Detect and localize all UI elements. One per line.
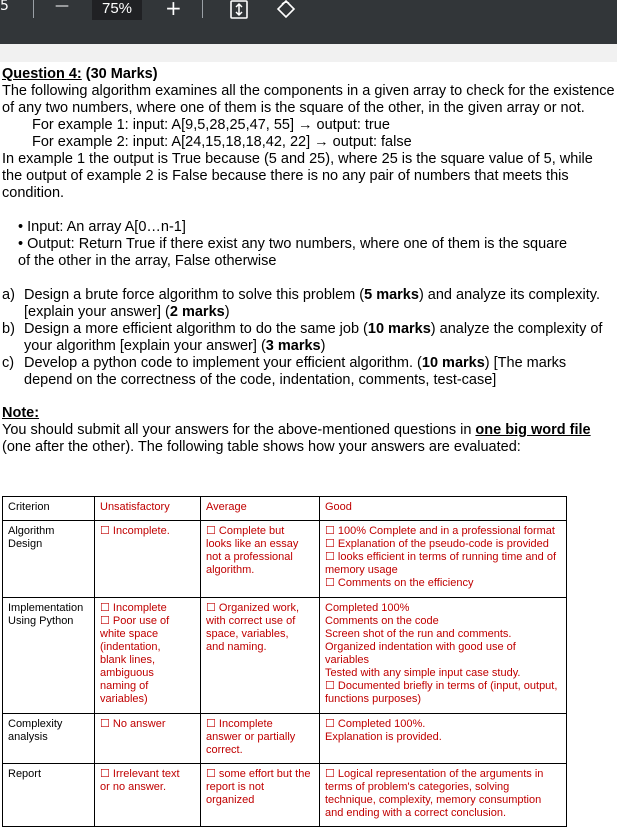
cell-line: ☐ Incomplete <box>206 718 273 730</box>
cell-line: ☐ some effort but the <box>206 768 311 780</box>
note-heading: Note: <box>2 405 40 421</box>
header-unsatisfactory: Unsatisfactory <box>95 497 201 521</box>
cell-unsatisfactory <box>95 764 201 827</box>
output-spec-line2: of the other in the array, False otherwise <box>18 253 277 269</box>
table-row <box>3 521 567 598</box>
cell-line: naming of <box>100 680 149 692</box>
rotate-icon[interactable] <box>275 0 297 24</box>
cell-average <box>201 521 320 598</box>
cell-line: and ending with a correct conclusion. <box>325 807 506 819</box>
rubric-table <box>2 496 567 827</box>
cell-line: memory usage <box>325 564 398 576</box>
task-text: Develop a python code to implement your efficient algorithm. (10 marks) [The marks depend on the correctness of the code, indentation, comments, test-case] <box>24 355 567 388</box>
document-page <box>0 62 617 456</box>
cell-average <box>201 764 320 827</box>
header-average: Average <box>201 497 320 521</box>
cell-line: space, variables, <box>206 628 289 640</box>
task-text: Design a brute force algorithm to solve this problem (5 marks) and analyze its complexity. [explain your answer] (2 marks) <box>24 287 600 320</box>
task-label: c) <box>2 355 15 371</box>
table-row <box>3 764 567 827</box>
cell-line: ☐ 100% Complete and in a professional format <box>325 525 555 537</box>
page-gap <box>0 44 617 62</box>
cell-line: or no answer. <box>100 781 167 793</box>
cell-unsatisfactory <box>95 714 201 764</box>
cell-criterion <box>3 598 95 714</box>
table-header-row <box>3 497 567 521</box>
question-heading <box>0 66 617 83</box>
cell-line: ☐ Explanation of the pseudo-code is provided <box>325 538 549 550</box>
cell-line: blank lines, <box>100 654 156 666</box>
cell-line: report is not <box>206 781 265 793</box>
cell-line: ☐ Completed 100%. <box>325 718 426 730</box>
header-good: Good <box>320 497 567 521</box>
cell-line: ambiguous <box>100 667 154 679</box>
cell-line: functions purposes) <box>325 693 421 705</box>
header-criterion: Criterion <box>3 497 95 521</box>
cell-line: algorithm. <box>206 564 255 576</box>
cell-line: Completed 100% <box>325 602 410 614</box>
cell-line: ☐ Documented briefly in terms of (input, output, <box>325 680 558 692</box>
example-2: For example 2: input: A[24,15,18,18,42, 22] → output: false <box>32 134 412 150</box>
table-row <box>3 598 567 714</box>
note-text: You should submit all your answers for the above-mentioned questions in one big word file (one after the other). The following table shows how your answers are evaluated: <box>2 422 591 455</box>
cell-line: ☐ Organized work, <box>206 602 300 614</box>
task-a <box>0 287 617 321</box>
cell-line: Complexity <box>8 718 63 730</box>
question-marks: (30 Marks) <box>81 66 158 82</box>
cell-line: ☐ No answer <box>100 718 166 730</box>
output-spec-line1: • Output: Return True if there exist any two numbers, where one of them is the square <box>18 236 568 252</box>
cell-line: white space <box>100 628 159 640</box>
cell-good <box>320 521 567 598</box>
cell-average <box>201 714 320 764</box>
cell-line: technique, complexity, memory consumption <box>325 794 542 806</box>
task-label: a) <box>2 287 15 303</box>
zoom-out-button[interactable]: — <box>55 0 69 14</box>
cell-line: not a professional <box>206 551 293 563</box>
input-spec: • Input: An array A[0…n-1] <box>18 219 186 235</box>
cell-unsatisfactory <box>95 598 201 714</box>
cell-line: (indentation, <box>100 641 161 653</box>
cell-line: ☐ Poor use of <box>100 615 170 627</box>
cell-line: Organized indentation with good use of <box>325 641 516 653</box>
cell-line: Explanation is provided. <box>325 731 442 743</box>
cell-unsatisfactory <box>95 521 201 598</box>
cell-line: ☐ Incomplete. <box>100 525 170 537</box>
cell-line: and naming. <box>206 641 267 653</box>
cell-average <box>201 598 320 714</box>
example-explanation: In example 1 the output is True because (5 and 25), where 25 is the square value of 5, while the output of example 2 is False because there is no any pair of numbers that meets this condition. <box>2 151 593 201</box>
cell-good <box>320 598 567 714</box>
cell-line: with correct use of <box>206 615 296 627</box>
task-b <box>0 321 617 355</box>
fit-page-icon[interactable] <box>229 0 249 24</box>
cell-line: ☐ Logical representation of the arguments in <box>325 768 544 780</box>
cell-line: terms of problem's categories, solving <box>325 781 510 793</box>
cell-criterion <box>3 764 95 827</box>
table-row <box>3 714 567 764</box>
cell-line: ☐ Irrelevant text <box>100 768 180 780</box>
pdf-toolbar <box>0 0 617 44</box>
example-1: For example 1: input: A[9,5,28,25,47, 55] → output: true <box>32 117 390 133</box>
cell-line: looks like an essay <box>206 538 299 550</box>
task-text: Design a more efficient algorithm to do the same job (10 marks) analyze the complexity of your algorithm [explain your answer] (3 marks) <box>24 321 603 354</box>
cell-line: variables <box>325 654 370 666</box>
cell-line: answer or partially <box>206 731 296 743</box>
cell-line: organized <box>206 794 255 806</box>
cell-line: ☐ looks efficient in terms of running time and of <box>325 551 556 563</box>
cell-line: Using Python <box>8 615 74 627</box>
cell-line: Design <box>8 538 43 550</box>
zoom-level-field[interactable]: 75% <box>92 0 142 20</box>
cell-line: Screen shot of the run and comments. <box>325 628 512 640</box>
cell-line: Report <box>8 768 42 780</box>
task-c <box>0 355 617 389</box>
cell-line: ☐ Complete but <box>206 525 285 537</box>
cell-line: Algorithm <box>8 525 55 537</box>
cell-line: ☐ Incomplete <box>100 602 167 614</box>
page-number-partial: 5 <box>0 0 9 14</box>
task-label: b) <box>2 321 15 337</box>
question-intro: The following algorithm examines all the components in a given array to check for the existence of any two numbers, where one of them is the square of the other, in the given array or not. <box>2 83 615 116</box>
cell-line: ☐ Comments on the efficiency <box>325 577 474 589</box>
toolbar-divider <box>33 0 34 18</box>
zoom-in-button[interactable]: + <box>165 0 182 20</box>
cell-line: variables) <box>100 693 148 705</box>
cell-criterion <box>3 521 95 598</box>
cell-criterion <box>3 714 95 764</box>
question-title: Question 4: <box>2 66 82 82</box>
cell-good <box>320 764 567 827</box>
cell-good <box>320 714 567 764</box>
cell-line: Implementation <box>8 602 84 614</box>
cell-line: Tested with any simple input case study. <box>325 667 521 679</box>
cell-line: correct. <box>206 744 243 756</box>
cell-line: Comments on the code <box>325 615 439 627</box>
toolbar-divider <box>202 0 203 18</box>
cell-line: analysis <box>8 731 48 743</box>
